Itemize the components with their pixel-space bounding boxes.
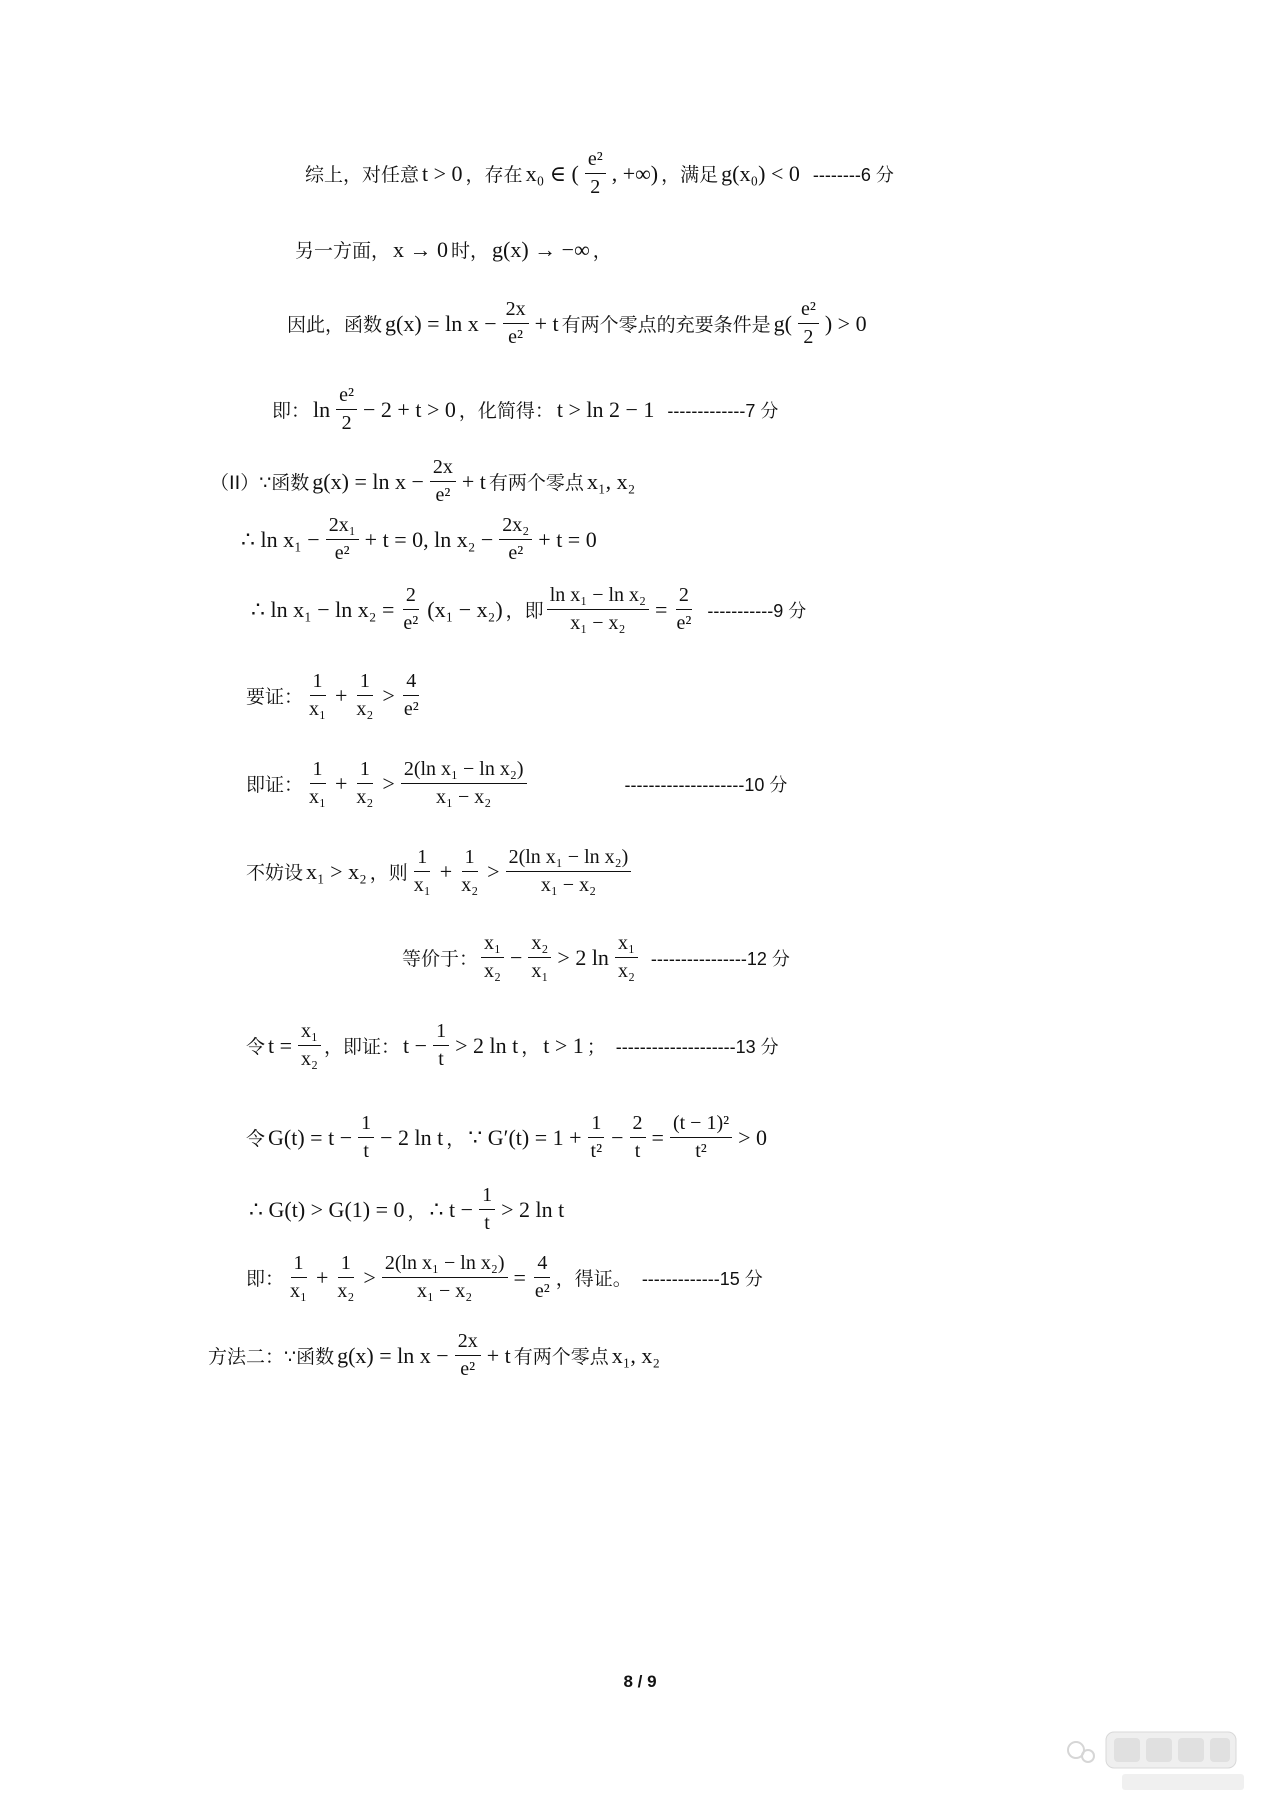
text: 时， xyxy=(451,240,490,262)
fraction: $\frac{\text{ln x₁ − ln x₂}}{\text{x₁ − x₂}}$ xyxy=(547,584,649,635)
math: ) > 0 xyxy=(824,310,867,336)
math: G(t) = t − xyxy=(268,1124,353,1150)
fraction: $\frac{\text{x₁}}{\text{x₂}}$ xyxy=(298,1020,321,1071)
fraction: $\frac{2x}{\text{e²}}$ xyxy=(430,456,456,507)
score-mark: ----------------12 分 xyxy=(650,948,790,969)
fraction: $\frac{1}{t}$ xyxy=(358,1112,374,1163)
math: + t xyxy=(534,310,559,336)
text: ， xyxy=(521,1036,541,1058)
text: ， xyxy=(592,240,612,262)
fraction: $\frac{\text{2x₁}}{\text{e²}}$ xyxy=(326,514,359,565)
fraction: $\frac{\text{2x₂}}{\text{e²}}$ xyxy=(499,514,532,565)
math: > 2 ln t xyxy=(455,1032,519,1058)
math: t > 0 xyxy=(422,160,463,186)
fraction: $\frac{\text{x₂}}{\text{x₁}}$ xyxy=(528,932,551,983)
math: , +∞) xyxy=(611,160,659,186)
fraction: $\frac{2}{\text{e²}}$ xyxy=(403,584,419,634)
score-mark: -------------15 分 xyxy=(641,1268,763,1289)
line-to-prove xyxy=(246,670,425,721)
fraction: $\frac{2}{t}$ xyxy=(630,1112,646,1163)
math: ∴ t − xyxy=(429,1196,474,1222)
math: g(x₀) < 0 xyxy=(721,160,800,186)
fraction: $\frac{\text{(t − 1)²}}{\text{t²}}$ xyxy=(670,1112,732,1163)
line-12-points xyxy=(402,932,790,983)
fraction: $\frac{\text{x₁}}{\text{x₂}}$ xyxy=(615,932,638,983)
line-assume xyxy=(246,846,634,897)
line-10-points xyxy=(246,758,787,809)
score-mark: -----------9 分 xyxy=(707,600,807,621)
fraction: $\frac{1}{t}$ xyxy=(479,1184,495,1235)
line-zero-equations xyxy=(238,514,600,565)
fraction: $\frac{\text{2(ln x₁ − ln x₂)}}{\text{x₁ − x₂}}$ xyxy=(506,846,632,897)
math: + t = 0, ln x₂ − xyxy=(364,526,494,552)
line-13-points xyxy=(246,1020,779,1071)
math: > 0 xyxy=(738,1124,768,1150)
math: g(x) = ln x − xyxy=(337,1342,449,1368)
math: = xyxy=(655,596,668,622)
fraction: $\frac{1}{\text{x₂}}$ xyxy=(461,846,479,896)
line-7-points xyxy=(272,384,778,435)
math: g(x) → −∞ xyxy=(492,236,590,262)
math: > xyxy=(382,682,395,708)
text: ， xyxy=(407,1200,427,1222)
math: − xyxy=(611,1124,624,1150)
math: ∴ G(t) > G(1) = 0 xyxy=(249,1196,405,1222)
score-mark: -------------7 分 xyxy=(667,400,779,421)
line-part-2 xyxy=(210,456,638,507)
text: 令 xyxy=(246,1128,266,1150)
text: （II）∵函数 xyxy=(210,472,310,494)
math: > xyxy=(363,1264,376,1290)
text: 方法二：∵函数 xyxy=(208,1346,335,1368)
math: = xyxy=(651,1124,664,1150)
fraction: $\frac{1}{t}$ xyxy=(433,1020,449,1071)
text: ，则 xyxy=(369,862,408,884)
fraction: $\frac{\text{e²}}{2}$ xyxy=(798,298,819,349)
math: + t xyxy=(461,468,486,494)
math: t > ln 2 − 1 xyxy=(556,396,655,422)
text: ， xyxy=(446,1128,466,1150)
fraction: $\frac{1}{\text{x₁}}$ xyxy=(309,670,326,720)
text: 等价于： xyxy=(402,948,479,970)
math: − xyxy=(510,944,523,970)
fraction: $\frac{1}{\text{x₂}}$ xyxy=(356,670,374,720)
text: 另一方面， xyxy=(295,240,391,262)
math: t − xyxy=(403,1032,428,1058)
fraction: $\frac{2x}{\text{e²}}$ xyxy=(455,1330,481,1381)
text: 要证： xyxy=(246,686,304,708)
text: 综上，对任意 xyxy=(305,164,420,186)
text: ，即 xyxy=(505,600,544,622)
math: + xyxy=(335,770,348,796)
text: 有两个零点 xyxy=(488,472,584,494)
line-6-points xyxy=(305,148,894,199)
math: + xyxy=(335,682,348,708)
text: ，得证。 xyxy=(555,1268,632,1290)
fraction: $\frac{4}{\text{e²}}$ xyxy=(403,670,419,720)
math: ∴ ln x₁ − ln x₂ = xyxy=(251,596,395,622)
line-monotonic xyxy=(246,1184,567,1235)
math: t > 1 xyxy=(543,1032,584,1058)
math: x₀ ∈ ( xyxy=(525,160,579,186)
math: > xyxy=(487,858,500,884)
math: + t = 0 xyxy=(538,526,597,552)
math: + xyxy=(316,1264,329,1290)
text: 即： xyxy=(246,1268,285,1290)
text: 有两个零点的充要条件是 xyxy=(561,314,771,336)
score-mark: --------------------10 分 xyxy=(624,774,788,795)
fraction: $\frac{\text{2(ln x₁ − ln x₂)}}{\text{x₁ − x₂}}$ xyxy=(382,1252,508,1303)
math: x₁ > x₂ xyxy=(306,858,367,884)
math: (x₁ − x₂) xyxy=(427,596,503,622)
math: t = xyxy=(268,1032,293,1058)
line-necessary-condition xyxy=(287,298,870,349)
math: > 2 ln t xyxy=(501,1196,565,1222)
text: ，存在 xyxy=(465,164,523,186)
fraction: $\frac{1}{\text{x₁}}$ xyxy=(309,758,326,808)
fraction: $\frac{1}{\text{x₁}}$ xyxy=(413,846,431,896)
text: ，满足 xyxy=(661,164,719,186)
watermark-icon xyxy=(1062,1726,1252,1796)
text: 即证： xyxy=(246,774,304,796)
fraction: $\frac{2x}{\text{e²}}$ xyxy=(503,298,529,349)
math: x → 0 xyxy=(393,236,449,262)
fraction: $\frac{1}{\text{t²}}$ xyxy=(588,1112,606,1163)
fraction: $\frac{1}{\text{x₂}}$ xyxy=(356,758,374,808)
line-15-points xyxy=(246,1252,763,1303)
math: > xyxy=(382,770,395,796)
text: ，化简得： xyxy=(458,400,554,422)
line-9-points xyxy=(248,584,806,635)
text: 令 xyxy=(246,1036,266,1058)
line-other-hand xyxy=(295,236,612,263)
text: ，即证： xyxy=(324,1036,401,1058)
page-number: 8 / 9 xyxy=(623,1672,657,1691)
fraction: $\frac{4}{\text{e²}}$ xyxy=(534,1252,550,1302)
math: = xyxy=(513,1264,526,1290)
math: g( xyxy=(773,310,792,336)
math: > 2 ln xyxy=(557,944,609,970)
fraction: $\frac{2}{\text{e²}}$ xyxy=(676,584,692,634)
math: g(x) = ln x − xyxy=(312,468,424,494)
text: 不妨设 xyxy=(246,862,304,884)
score-mark: --------6 分 xyxy=(812,164,894,185)
text: 因此，函数 xyxy=(287,314,383,336)
line-method-2 xyxy=(208,1330,663,1381)
fraction: $\frac{1}{\text{x₁}}$ xyxy=(290,1252,307,1302)
text: ； xyxy=(586,1036,606,1058)
line-derivative xyxy=(246,1112,770,1163)
watermark xyxy=(1062,1726,1252,1796)
math: g(x) = ln x − xyxy=(385,310,497,336)
fraction: $\frac{\text{x₁}}{\text{x₂}}$ xyxy=(481,932,504,983)
math: x₁, x₂ xyxy=(586,468,636,494)
math: − 2 ln t xyxy=(380,1124,444,1150)
math: − 2 + t > 0 xyxy=(363,396,456,422)
math: ∴ ln x₁ − xyxy=(241,526,320,552)
math: ln xyxy=(313,396,331,422)
math: + xyxy=(439,858,453,884)
math: ∵ G′(t) = 1 + xyxy=(468,1124,582,1150)
fraction: $\frac{\text{2(ln x₁ − ln x₂)}}{\text{x₁ − x₂}}$ xyxy=(401,758,527,809)
fraction: $\frac{\text{e²}}{2}$ xyxy=(336,384,357,435)
score-mark: --------------------13 分 xyxy=(615,1036,779,1057)
fraction: $\frac{\text{e²}}{2}$ xyxy=(585,148,606,199)
math: x₁, x₂ xyxy=(611,1342,661,1368)
math: + t xyxy=(486,1342,511,1368)
text: 即： xyxy=(272,400,311,422)
fraction: $\frac{1}{\text{x₂}}$ xyxy=(337,1252,355,1302)
text: 有两个零点 xyxy=(513,1346,609,1368)
